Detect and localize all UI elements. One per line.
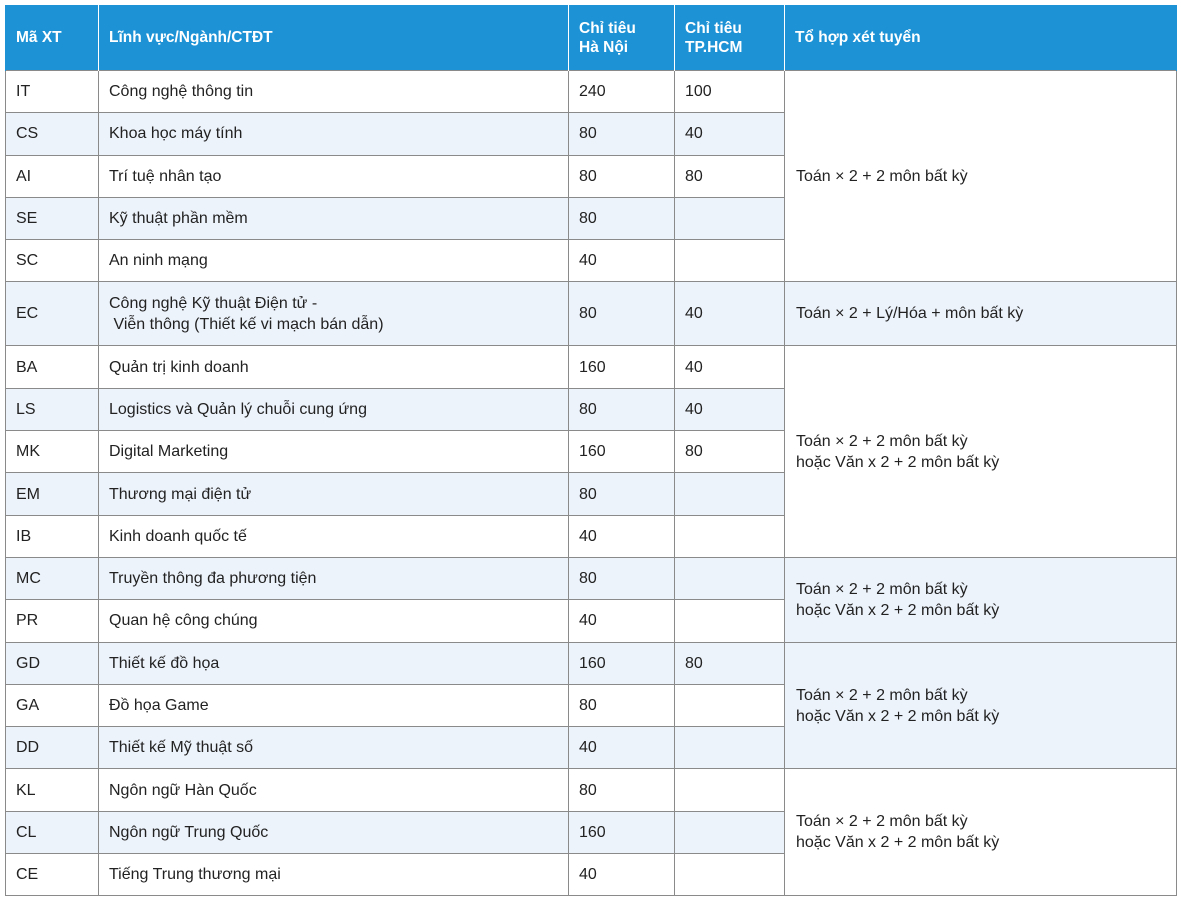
- combo-line1: Toán × 2 + 2 môn bất kỳ: [796, 813, 968, 831]
- cell-quota-hcm: [675, 769, 785, 811]
- cell-quota-hcm: 80: [675, 155, 785, 197]
- cell-quota-hanoi: 80: [569, 282, 675, 346]
- cell-quota-hanoi: 160: [569, 811, 675, 853]
- cell-code: MC: [6, 557, 99, 599]
- combo-line2: hoặc Văn x 2 + 2 môn bất kỳ: [796, 834, 1000, 852]
- cell-quota-hanoi: 160: [569, 346, 675, 388]
- combo-line2: hoặc Văn x 2 + 2 môn bất kỳ: [796, 601, 1000, 619]
- cell-quota-hcm: 40: [675, 282, 785, 346]
- cell-quota-hanoi: 80: [569, 684, 675, 726]
- cell-code: LS: [6, 388, 99, 430]
- cell-quota-hanoi: 40: [569, 240, 675, 282]
- cell-combo: [785, 71, 1177, 282]
- combo-line2: hoặc Văn x 2 + 2 môn bất kỳ: [796, 707, 1000, 725]
- cell-combo: [785, 282, 1177, 346]
- cell-quota-hanoi: 40: [569, 727, 675, 769]
- cell-quota-hanoi: 40: [569, 854, 675, 896]
- cell-field: Logistics và Quản lý chuỗi cung ứng: [99, 388, 569, 430]
- cell-quota-hcm: [675, 557, 785, 599]
- cell-field: Ngôn ngữ Trung Quốc: [99, 811, 569, 853]
- cell-quota-hanoi: 160: [569, 642, 675, 684]
- cell-quota-hcm: [675, 811, 785, 853]
- cell-quota-hcm: 80: [675, 431, 785, 473]
- cell-quota-hcm: 40: [675, 346, 785, 388]
- cell-code: EC: [6, 282, 99, 346]
- cell-quota-hanoi: 160: [569, 431, 675, 473]
- cell-field: [99, 282, 569, 346]
- header-code: Mã XT: [6, 5, 99, 71]
- cell-quota-hanoi: 80: [569, 473, 675, 515]
- cell-field: Kỹ thuật phần mềm: [99, 197, 569, 239]
- cell-code: IB: [6, 515, 99, 557]
- table-row: [6, 642, 1177, 684]
- cell-code: GA: [6, 684, 99, 726]
- header-quota-hanoi: [569, 5, 675, 71]
- table-row: [6, 71, 1177, 113]
- header-quota-hcm-line2: TP.HCM: [685, 38, 743, 56]
- combo-line1: Toán × 2 + 2 môn bất kỳ: [796, 686, 968, 704]
- cell-field: Khoa học máy tính: [99, 113, 569, 155]
- cell-field: Tiếng Trung thương mại: [99, 854, 569, 896]
- combo-line1: Toán × 2 + 2 môn bất kỳ: [796, 167, 968, 185]
- combo-line1: Toán × 2 + 2 môn bất kỳ: [796, 580, 968, 598]
- table-row: [6, 282, 1177, 346]
- cell-field: Trí tuệ nhân tạo: [99, 155, 569, 197]
- admission-quota-table: [5, 5, 1177, 896]
- cell-quota-hcm: [675, 854, 785, 896]
- cell-code: DD: [6, 727, 99, 769]
- cell-field: Thương mại điện tử: [99, 473, 569, 515]
- combo-line2: hoặc Văn x 2 + 2 môn bất kỳ: [796, 453, 1000, 471]
- cell-code: CE: [6, 854, 99, 896]
- cell-code: PR: [6, 600, 99, 642]
- cell-quota-hcm: 40: [675, 388, 785, 430]
- cell-field-line2: Viễn thông (Thiết kế vi mạch bán dẫn): [109, 315, 384, 333]
- cell-code: SC: [6, 240, 99, 282]
- cell-combo: [785, 769, 1177, 896]
- cell-combo: [785, 557, 1177, 642]
- cell-quota-hcm: [675, 473, 785, 515]
- cell-quota-hcm: [675, 197, 785, 239]
- cell-field: Công nghệ thông tin: [99, 71, 569, 113]
- table-row: [6, 346, 1177, 388]
- table-row: [6, 557, 1177, 599]
- cell-field: An ninh mạng: [99, 240, 569, 282]
- cell-combo: [785, 642, 1177, 769]
- cell-field: Ngôn ngữ Hàn Quốc: [99, 769, 569, 811]
- cell-field: Kinh doanh quốc tế: [99, 515, 569, 557]
- cell-field: Đồ họa Game: [99, 684, 569, 726]
- cell-quota-hcm: [675, 600, 785, 642]
- header-combo: Tổ hợp xét tuyển: [785, 5, 1177, 71]
- cell-code: MK: [6, 431, 99, 473]
- header-quota-hcm: [675, 5, 785, 71]
- cell-field-line1: Công nghệ Kỹ thuật Điện tử -: [109, 294, 318, 312]
- combo-line1: Toán × 2 + 2 môn bất kỳ: [796, 432, 968, 450]
- header-quota-hanoi-line1: Chỉ tiêu: [579, 19, 636, 37]
- combo-line1: Toán × 2 + Lý/Hóa + môn bất kỳ: [796, 305, 1024, 323]
- cell-quota-hanoi: 240: [569, 71, 675, 113]
- header-field: Lĩnh vực/Ngành/CTĐT: [99, 5, 569, 71]
- cell-code: SE: [6, 197, 99, 239]
- cell-code: EM: [6, 473, 99, 515]
- table-row: [6, 769, 1177, 811]
- cell-quota-hcm: [675, 727, 785, 769]
- cell-quota-hanoi: 80: [569, 557, 675, 599]
- cell-field: Digital Marketing: [99, 431, 569, 473]
- cell-quota-hcm: [675, 240, 785, 282]
- cell-quota-hanoi: 40: [569, 600, 675, 642]
- cell-quota-hcm: [675, 684, 785, 726]
- cell-quota-hanoi: 80: [569, 113, 675, 155]
- cell-quota-hanoi: 80: [569, 155, 675, 197]
- cell-quota-hanoi: 80: [569, 197, 675, 239]
- header-quota-hanoi-line2: Hà Nội: [579, 38, 629, 56]
- cell-combo: [785, 346, 1177, 557]
- cell-code: KL: [6, 769, 99, 811]
- cell-code: AI: [6, 155, 99, 197]
- cell-code: CL: [6, 811, 99, 853]
- cell-field: Quản trị kinh doanh: [99, 346, 569, 388]
- cell-field: Thiết kế Mỹ thuật số: [99, 727, 569, 769]
- cell-code: CS: [6, 113, 99, 155]
- cell-quota-hanoi: 40: [569, 515, 675, 557]
- cell-quota-hcm: 40: [675, 113, 785, 155]
- admission-table-container: [5, 5, 1176, 896]
- header-quota-hcm-line1: Chỉ tiêu: [685, 19, 742, 37]
- cell-field: Thiết kế đồ họa: [99, 642, 569, 684]
- cell-code: GD: [6, 642, 99, 684]
- cell-quota-hanoi: 80: [569, 388, 675, 430]
- cell-code: IT: [6, 71, 99, 113]
- cell-quota-hcm: 100: [675, 71, 785, 113]
- cell-quota-hcm: 80: [675, 642, 785, 684]
- cell-field: Quan hệ công chúng: [99, 600, 569, 642]
- table-header-row: [6, 5, 1177, 71]
- cell-field: Truyền thông đa phương tiện: [99, 557, 569, 599]
- cell-code: BA: [6, 346, 99, 388]
- cell-quota-hcm: [675, 515, 785, 557]
- cell-quota-hanoi: 80: [569, 769, 675, 811]
